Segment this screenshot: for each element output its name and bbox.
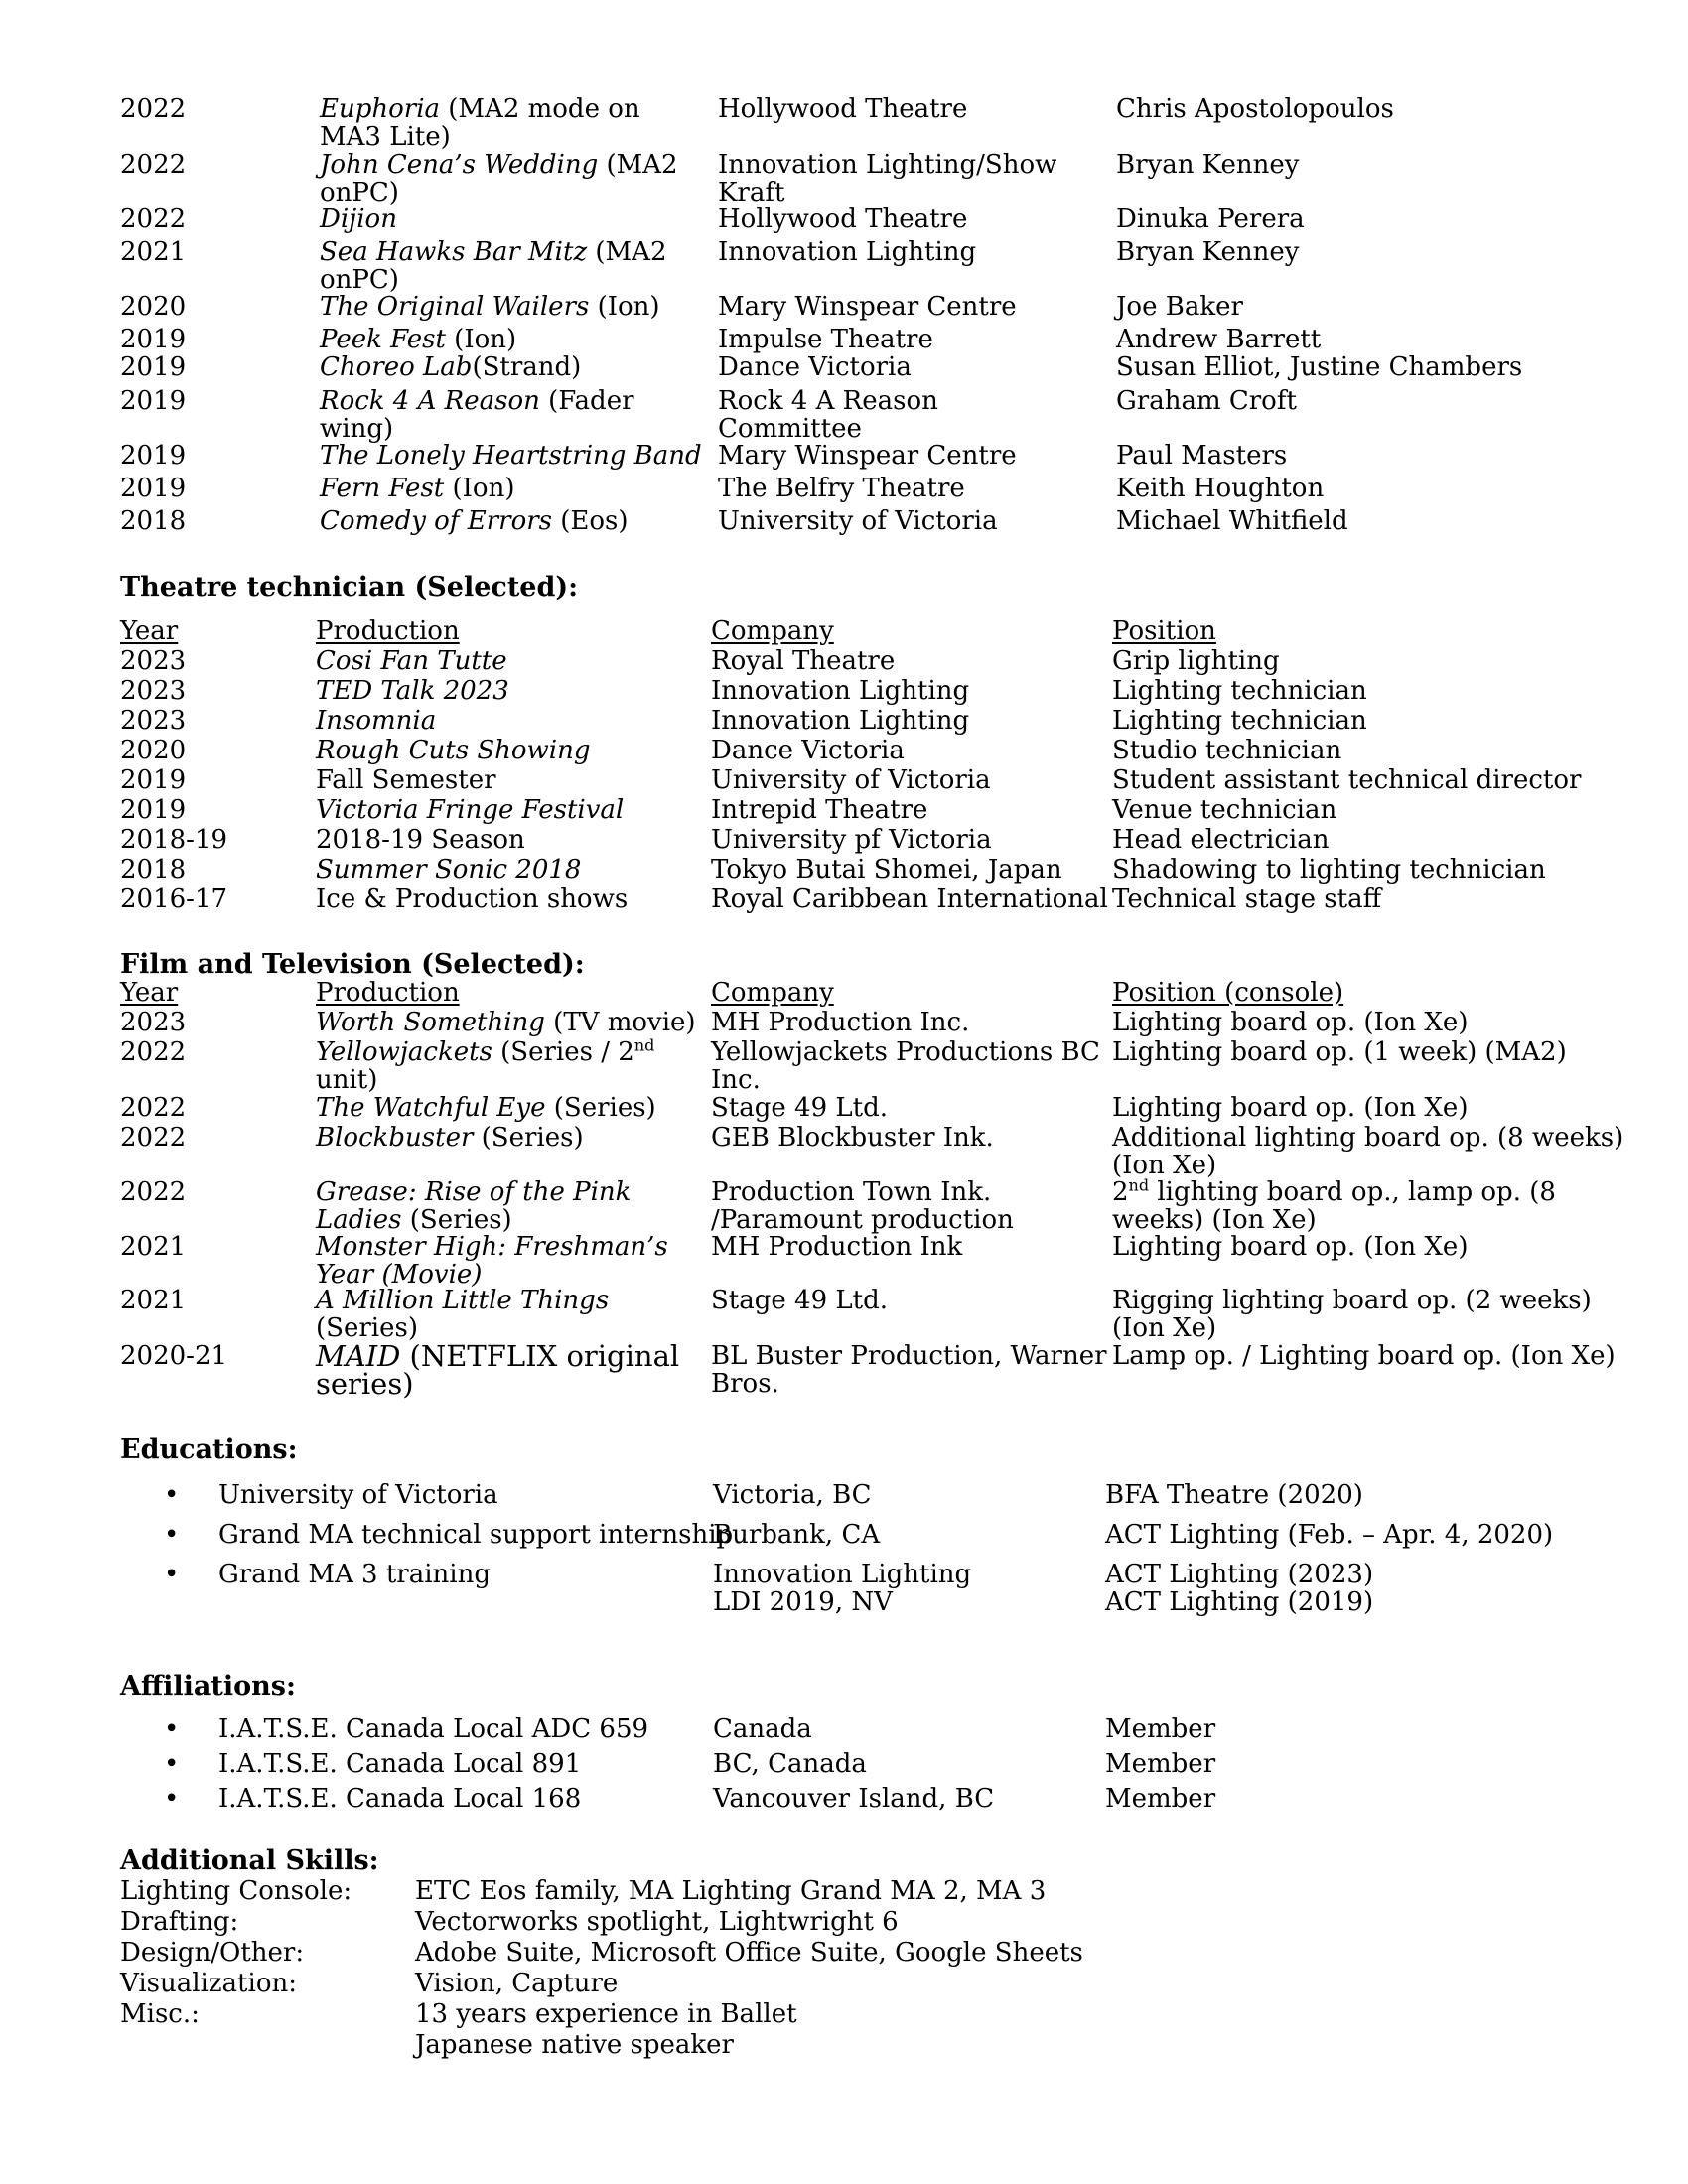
position: Lamp op. / Lighting board op. (Ion Xe) [1112,1341,1616,1371]
year: 2023 [120,1008,187,1037]
position: Rigging lighting board op. (2 weeks) (Ion Xe) [1112,1286,1592,1343]
detail: ACT Lighting (2023) ACT Lighting (2019) [1105,1560,1374,1617]
production: Ice & Production shows [316,885,629,914]
production: The Lonely Heartstring Band [320,441,702,471]
year: 2022 [120,1123,187,1153]
bullet: • [164,1480,180,1510]
production: Yellowjackets (Series / 2nd unit) [316,1035,655,1095]
year: 2023 [120,706,187,736]
company: GEB Blockbuster Ink. [711,1123,994,1153]
detail: BFA Theatre (2020) [1105,1480,1363,1510]
position: Lighting technician [1112,706,1367,736]
position: Studio technician [1112,736,1342,765]
position: Lighting technician [1112,676,1367,706]
position: Lighting board op. (1 week) (MA2) [1112,1037,1567,1067]
bullet: • [164,1714,180,1744]
theatre-heading: Theatre technician (Selected): [120,572,579,603]
production: Grease: Rise of the Pink Ladies (Series) [316,1177,632,1235]
position: Lighting board op. (Ion Xe) [1112,1232,1469,1262]
company: Stage 49 Ltd. [711,1093,889,1123]
position: Lighting board op. (Ion Xe) [1112,1093,1469,1123]
organization: I.A.T.S.E. Canada Local ADC 659 [218,1714,649,1744]
bullet: • [164,1784,180,1814]
position: Additional lighting board op. (8 weeks) (Ion Xe) [1112,1123,1624,1180]
year: 2019 [120,765,187,795]
production: Blockbuster (Series) [316,1123,584,1153]
company: MH Production Inc. [711,1008,970,1037]
company: Innovation Lighting [711,676,970,706]
location: Burbank, CA [713,1520,881,1550]
year-header: Year [120,616,179,646]
contact: Chris Apostolopoulos [1116,94,1394,124]
skill-value: 13 years experience in Ballet [415,1999,797,2029]
contact: Bryan Kenney [1116,150,1300,180]
skills-heading: Additional Skills: [120,1845,379,1876]
contact: Bryan Kenney [1116,237,1300,267]
production: Fern Fest (Ion) [320,474,515,503]
production: Sea Hawks Bar Mitz (MA2 onPC) [320,237,667,295]
company: Rock 4 A Reason Committee [718,386,938,444]
year: 2016-17 [120,885,228,914]
location: Victoria, BC [713,1480,872,1510]
production: Peek Fest (Ion) [320,325,517,354]
year: 2021 [120,237,187,267]
contact: Keith Houghton [1116,474,1325,503]
production: Rough Cuts Showing [316,736,591,765]
production: Summer Sonic 2018 [316,855,582,885]
year: 2022 [120,1177,187,1207]
education-heading: Educations: [120,1434,298,1465]
year: 2019 [120,386,187,416]
company: Hollywood Theatre [718,94,968,124]
production: 2018-19 Season [316,825,525,855]
position: Technical stage staff [1112,885,1382,914]
year: 2022 [120,94,187,124]
position-header: Position (console) [1112,978,1344,1008]
skill-label: Drafting: [120,1907,239,1937]
company-header: Company [711,616,834,646]
organization: I.A.T.S.E. Canada Local 168 [218,1784,582,1814]
production: Monster High: Freshman’s Year (Movie) [316,1232,668,1290]
production: The Original Wailers (Ion) [320,292,660,322]
company: University pf Victoria [711,825,992,855]
company: Innovation Lighting [711,706,970,736]
contact: Joe Baker [1116,292,1243,322]
year: 2019 [120,352,187,382]
year: 2021 [120,1232,187,1262]
company: University of Victoria [718,506,998,536]
company: Intrepid Theatre [711,795,928,825]
bullet: • [164,1520,180,1550]
year-header: Year [120,978,179,1008]
detail: ACT Lighting (Feb. – Apr. 4, 2020) [1105,1520,1554,1550]
production: The Watchful Eye (Series) [316,1093,656,1123]
company: Mary Winspear Centre [718,441,1017,471]
year: 2023 [120,676,187,706]
production: Euphoria (MA2 mode on MA3 Lite) [320,94,640,152]
company: Innovation Lighting [718,237,977,267]
contact: Graham Croft [1116,386,1297,416]
skill-value: Japanese native speaker [415,2030,734,2060]
skill-value: Vectorworks spotlight, Lightwright 6 [415,1907,899,1937]
year: 2022 [120,205,187,234]
year: 2020 [120,292,187,322]
production: Cosi Fan Tutte [316,646,507,676]
year: 2018 [120,506,187,536]
company: Dance Victoria [711,736,905,765]
role: Member [1105,1749,1216,1779]
production: Victoria Fringe Festival [316,795,625,825]
year: 2022 [120,1037,187,1067]
production: Comedy of Errors (Eos) [320,506,629,536]
organization: I.A.T.S.E. Canada Local 891 [218,1749,582,1779]
institution: University of Victoria [218,1480,498,1510]
year: 2018-19 [120,825,228,855]
year: 2021 [120,1286,187,1315]
bullet: • [164,1749,180,1779]
company: The Belfry Theatre [718,474,965,503]
company: Innovation Lighting/Show Kraft [718,150,1057,207]
year: 2019 [120,474,187,503]
production: John Cena’s Wedding (MA2 onPC) [320,150,678,207]
skill-label: Visualization: [120,1969,297,1998]
skill-value: Vision, Capture [415,1969,619,1998]
year: 2020-21 [120,1341,228,1371]
institution: Grand MA 3 training [218,1560,491,1589]
production: Worth Something (TV movie) [316,1008,696,1037]
institution: Grand MA technical support internship [218,1520,734,1550]
company: MH Production Ink [711,1232,963,1262]
production: MAID (NETFLIX original series) [316,1339,680,1401]
production: Rock 4 A Reason (Fader wing) [320,386,634,444]
year: 2020 [120,736,187,765]
company: University of Victoria [711,765,991,795]
company: Royal Theatre [711,646,896,676]
year: 2019 [120,795,187,825]
position-header: Position [1112,616,1216,646]
year: 2019 [120,325,187,354]
company: Impulse Theatre [718,325,933,354]
company: Royal Caribbean International [711,885,1108,914]
year: 2019 [120,441,187,471]
location: BC, Canada [713,1749,867,1779]
company: Hollywood Theatre [718,205,968,234]
affiliations-heading: Affiliations: [120,1671,296,1702]
bullet: • [164,1560,180,1589]
position: Venue technician [1112,795,1337,825]
position: Head electrician [1112,825,1330,855]
contact: Michael Whitfield [1116,506,1348,536]
company: Production Town Ink. /Paramount production [711,1177,1014,1235]
production-header: Production [316,616,460,646]
company: BL Buster Production, Warner Bros. [711,1341,1107,1399]
position: Lighting board op. (Ion Xe) [1112,1008,1469,1037]
year: 2022 [120,150,187,180]
year: 2018 [120,855,187,885]
year: 2023 [120,646,187,676]
location: Vancouver Island, BC [713,1784,995,1814]
company: Dance Victoria [718,352,912,382]
position: Student assistant technical director [1112,765,1582,795]
company: Yellowjackets Productions BC Inc. [711,1037,1100,1095]
skill-value: Adobe Suite, Microsoft Office Suite, Google Sheets [415,1938,1083,1968]
location: Innovation Lighting LDI 2019, NV [713,1560,972,1617]
company: Stage 49 Ltd. [711,1286,889,1315]
skill-label: Design/Other: [120,1938,305,1968]
production: A Million Little Things (Series) [316,1286,610,1343]
skill-label: Misc.: [120,1999,200,2029]
contact: Susan Elliot, Justine Chambers [1116,352,1523,382]
role: Member [1105,1714,1216,1744]
role: Member [1105,1784,1216,1814]
position: 2nd lighting board op., lamp op. (8 weeks) (Ion Xe) [1112,1175,1556,1235]
contact: Dinuka Perera [1116,205,1305,234]
location: Canada [713,1714,812,1744]
company-header: Company [711,978,834,1008]
film-heading: Film and Television (Selected): [120,949,585,980]
production: Insomnia [316,706,437,736]
contact: Andrew Barrett [1116,325,1322,354]
production: Choreo Lab(Strand) [320,352,582,382]
production-header: Production [316,978,460,1008]
skill-label: Lighting Console: [120,1876,352,1906]
year: 2022 [120,1093,187,1123]
contact: Paul Masters [1116,441,1288,471]
position: Grip lighting [1112,646,1280,676]
company: Tokyo Butai Shomei, Japan [711,855,1062,885]
position: Shadowing to lighting technician [1112,855,1546,885]
production: TED Talk 2023 [316,676,509,706]
production: Fall Semester [316,765,496,795]
skill-value: ETC Eos family, MA Lighting Grand MA 2, MA 3 [415,1876,1047,1906]
production: Dijion [320,205,397,234]
company: Mary Winspear Centre [718,292,1017,322]
